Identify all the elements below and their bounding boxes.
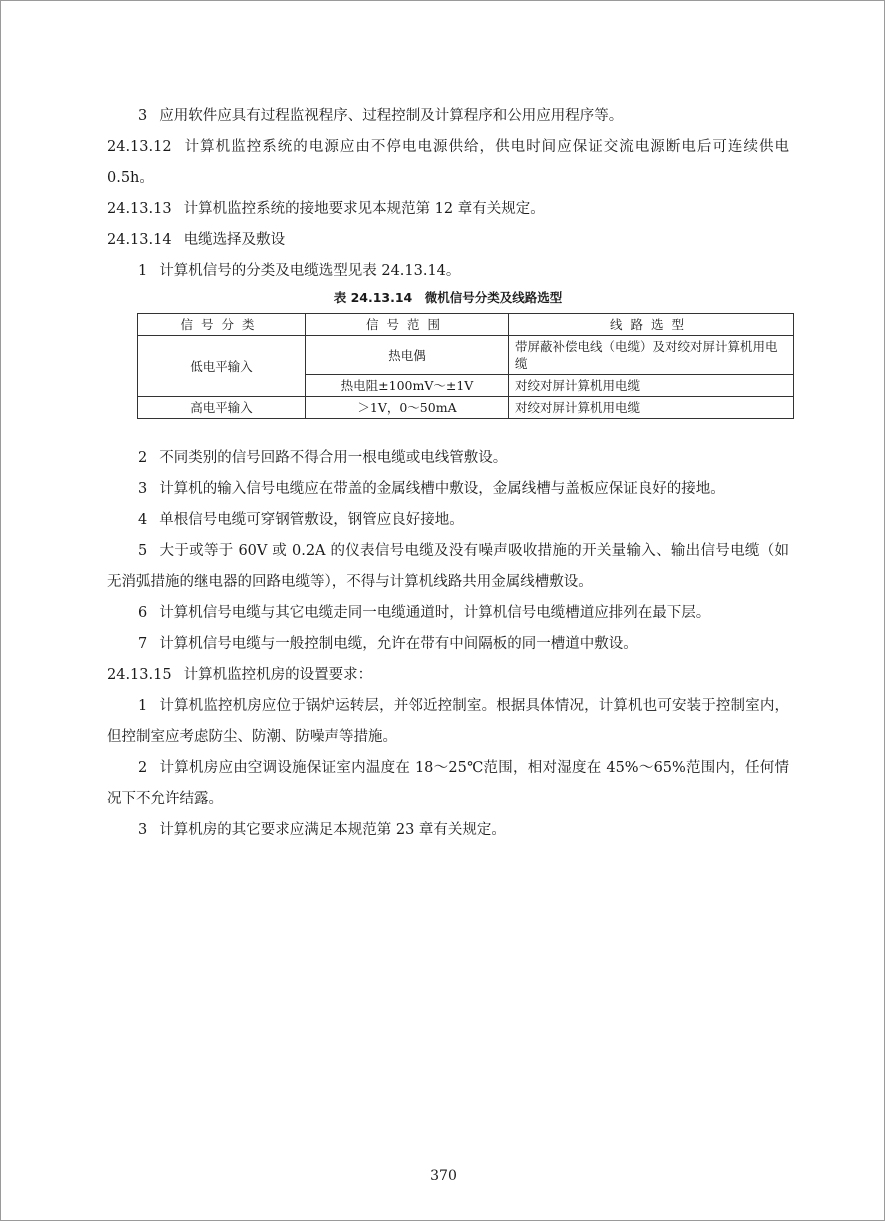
- paragraph: [107, 598, 789, 629]
- table-header-cell: 信号分类: [138, 314, 306, 336]
- paragraph-text: 计算机信号的分类及电缆选型见表 24.13.14。: [159, 263, 461, 279]
- paragraph: [107, 629, 789, 660]
- paragraph-number: 2: [138, 760, 148, 776]
- table-title: 表 24.13.14 微机信号分类及线路选型: [333, 290, 563, 305]
- page-content: [107, 101, 789, 846]
- paragraph-text: 计算机房的其它要求应满足本规范第 23 章有关规定。: [159, 822, 506, 838]
- paragraph-number: 3: [138, 108, 148, 124]
- paragraph: [107, 815, 789, 846]
- paragraph-number: 2: [138, 450, 148, 466]
- paragraph-text: 电缆选择及敷设: [183, 232, 286, 248]
- paragraph-number: 24.13.14: [107, 232, 172, 248]
- signal-classification-table: [137, 313, 794, 419]
- paragraph-group-bottom: [107, 443, 789, 846]
- table-header-cell: 线路选型: [509, 314, 794, 336]
- paragraph-text: 计算机房应由空调设施保证室内温度在 18～25℃范围，相对湿度在 45%～65%范围内，任何情况下不允许结露。: [107, 760, 789, 807]
- paragraph: [107, 101, 789, 132]
- page-number: 370: [430, 1168, 457, 1184]
- table-cell: 对绞对屏计算机用电缆: [509, 397, 794, 419]
- paragraph-text: 计算机监控机房的设置要求：: [183, 667, 373, 683]
- paragraph-text: 计算机的输入信号电缆应在带盖的金属线槽中敷设，金属线槽与盖板应保证良好的接地。: [159, 481, 725, 497]
- paragraph-text: 计算机监控系统的接地要求见本规范第 12 章有关规定。: [183, 201, 545, 217]
- paragraph-number: 4: [138, 512, 148, 528]
- table-cell: 带屏蔽补偿电线（电缆）及对绞对屏计算机用电缆: [509, 336, 794, 375]
- paragraph-text: 计算机信号电缆与其它电缆走同一电缆通道时，计算机信号电缆槽道应排列在最下层。: [159, 605, 711, 621]
- paragraph-text: 计算机监控系统的电源应由不停电电源供给，供电时间应保证交流电源断电后可连续供电 0.5h。: [107, 139, 789, 186]
- paragraph: [107, 660, 789, 691]
- paragraph: [107, 256, 789, 287]
- table-cell: 高电平输入: [138, 397, 306, 419]
- table-cell: 热电阻±100mV～±1V: [306, 375, 509, 397]
- paragraph-number: 3: [138, 481, 148, 497]
- paragraph-number: 1: [138, 698, 148, 714]
- paragraph: [107, 194, 789, 225]
- paragraph-text: 不同类别的信号回路不得合用一根电缆或电线管敷设。: [159, 450, 508, 466]
- paragraph-number: 1: [138, 263, 148, 279]
- table-cell: 对绞对屏计算机用电缆: [509, 375, 794, 397]
- paragraph-number: 3: [138, 822, 148, 838]
- paragraph-text: 单根信号电缆可穿钢管敷设，钢管应良好接地。: [159, 512, 464, 528]
- paragraph: [107, 505, 789, 536]
- paragraph-number: 5: [138, 543, 148, 559]
- paragraph: [107, 474, 789, 505]
- paragraph-group-top: [107, 101, 789, 287]
- table-cell: 热电偶: [306, 336, 509, 375]
- paragraph-text: 计算机监控机房应位于锅炉运转层，并邻近控制室。根据具体情况，计算机也可安装于控制室内，但控制室应考虑防尘、防潮、防噪声等措施。: [107, 698, 789, 745]
- table-cell: 低电平输入: [138, 336, 306, 397]
- paragraph: [107, 225, 789, 256]
- table-row: [138, 397, 794, 419]
- paragraph-number: 24.13.13: [107, 201, 172, 217]
- table-header-row: [138, 314, 794, 336]
- paragraph-text: 计算机信号电缆与一般控制电缆，允许在带有中间隔板的同一槽道中敷设。: [159, 636, 638, 652]
- table-cell: ＞1V，0～50mA: [306, 397, 509, 419]
- table-row: [138, 336, 794, 375]
- paragraph-number: 24.13.15: [107, 667, 172, 683]
- table-header-cell: 信号范围: [306, 314, 509, 336]
- paragraph-number: 24.13.12: [107, 139, 172, 155]
- paragraph: [107, 132, 789, 194]
- paragraph-text: 应用软件应具有过程监视程序、过程控制及计算程序和公用应用程序等。: [159, 108, 624, 124]
- paragraph-number: 6: [138, 605, 148, 621]
- paragraph-number: 7: [138, 636, 148, 652]
- paragraph: [107, 536, 789, 598]
- paragraph-text: 大于或等于 60V 或 0.2A 的仪表信号电缆及没有噪声吸收措施的开关量输入、输出信号电缆（如无消弧措施的继电器的回路电缆等），不得与计算机线路共用金属线槽敷设。: [107, 543, 789, 590]
- paragraph: [107, 691, 789, 753]
- paragraph: [107, 753, 789, 815]
- paragraph: [107, 443, 789, 474]
